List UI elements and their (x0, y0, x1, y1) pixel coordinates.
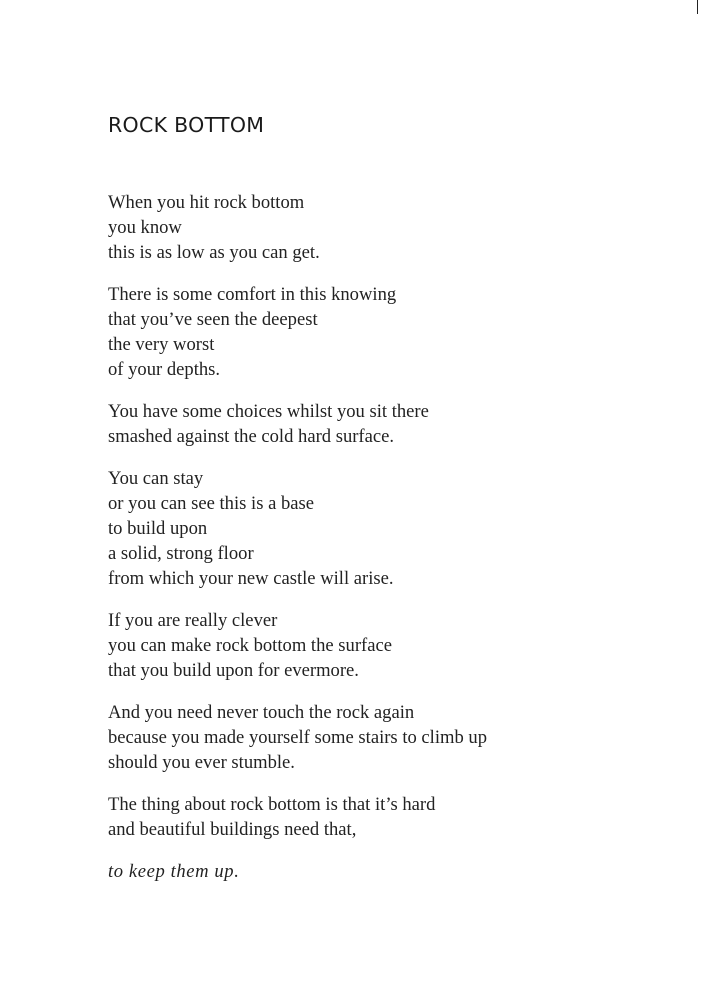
closing-line: to keep them up. (108, 861, 240, 882)
poem-line: The thing about rock bottom is that it’s hard (108, 794, 436, 815)
poem-line: this is as low as you can get. (108, 242, 320, 263)
poem-line: that you build upon for evermore. (108, 660, 359, 681)
poem-line: that you’ve seen the deepest (108, 309, 318, 330)
poem-line: You can stay (108, 468, 204, 489)
stanza-6 (108, 700, 487, 775)
poem-line: because you made yourself some stairs to climb up (108, 727, 488, 748)
poem-line: you can make rock bottom the surface (108, 635, 392, 656)
stanza-2 (108, 282, 487, 382)
poem-line: a solid, strong floor (108, 543, 254, 564)
stanza-7 (108, 792, 487, 842)
poem-body (108, 190, 487, 901)
stanza-3 (108, 399, 487, 449)
poem-line: you know (108, 217, 182, 238)
poem-title: ROCK BOTTOM (108, 113, 265, 137)
crop-mark (697, 0, 698, 14)
stanza-1 (108, 190, 487, 265)
poem-line: If you are really clever (108, 610, 278, 631)
stanza-5 (108, 608, 487, 683)
poem-line: from which your new castle will arise. (108, 568, 394, 589)
poem-line: the very worst (108, 334, 215, 355)
poem-line: There is some comfort in this knowing (108, 284, 397, 305)
poem-line: And you need never touch the rock again (108, 702, 415, 723)
poem-line: should you ever stumble. (108, 752, 295, 773)
poem-line: to build upon (108, 518, 208, 539)
poem-line: and beautiful buildings need that, (108, 819, 357, 840)
poem-line: or you can see this is a base (108, 493, 315, 514)
stanza-4 (108, 466, 487, 591)
poem-line: of your depths. (108, 359, 221, 380)
poem-line: You have some choices whilst you sit there (108, 401, 429, 422)
poem-line: smashed against the cold hard surface. (108, 426, 395, 447)
poem-line: When you hit rock bottom (108, 192, 305, 213)
closing-stanza (108, 859, 487, 884)
